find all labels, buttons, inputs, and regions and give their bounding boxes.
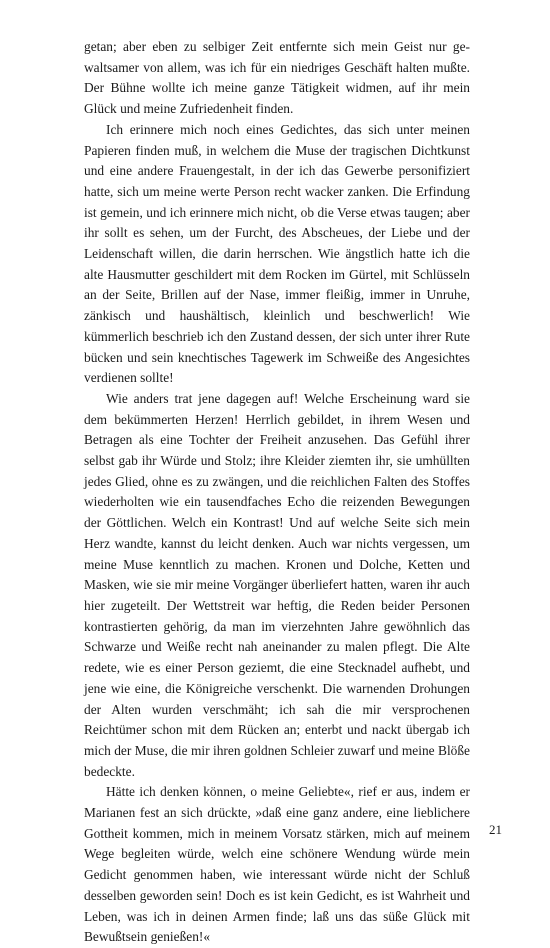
page [84, 37, 470, 948]
page-number: 21 [489, 822, 502, 837]
paragraph-3: Wie anders trat jene dagegen auf! Welche Erscheinung ward sie dem bekümmerten Herzen! Herrlich gebildet, in ihrem Wesen und Betragen als eine Tochter der Freiheit anzusehen. Das Gefühl ihrer selbst gab ihr Würde und Stolz; ihre Kleider ziemten ihr, sie umhüllten jedes Glied, ohne es zu zwängen, und die reichlichen Falten des Stoffes wiederholten wie ein tausendfaches Echo die reizenden Bewegungen der Göttlichen. Welch ein Kontrast! Und auf welche Seite sich mein Herz wandte, kannst du leicht denken. Auch war nichts vergessen, um meine Muse kenntlich zu machen. Kronen und Dolche, Ketten und Masken, wie sie mir meine Vorgänger überliefert hatten, waren ihr auch hier zugeteilt. Der Wettstreit war heftig, die Reden beider Personen kontrastierten gehörig, da man im vierzehnten Jahre gewöhnlich das Schwarze und Weiße recht nah aneinander zu malen pflegt. Die Alte redete, wie es einer Person geziemt, die eine Stecknadel aufhebt, und jene wie eine, die Königreiche verschenkt. Die warnenden Drohungen der Alten wurden verschmäht; ich sah die mir versprochenen Reichtümer schon mit dem Rücken an; enterbt und nackt übergab ich mich der Muse, die mir ihren goldnen Schleier zuwarf und meine Blöße bedeckte. [84, 390, 470, 779]
paragraph-4: Hätte ich denken können, o meine Geliebte«, rief er aus, indem er Marianen fest an sich drückte, »daß eine ganz andere, eine lieblichere Gottheit kommen, mich in meinem Vorsatz stärken, mich auf meinem Wege begleiten würde, welch eine schönere Wendung würde mein Gedicht genommen haben, wie interessant würde nicht der Schluß desselben geworden sein! Doch es ist kein Gedicht, es ist Wahrheit und Leben, was ich in deinen Armen finde; laß uns das süße Glück mit Bewußtsein genießen!« [84, 784, 470, 945]
paragraph-2: Ich erinnere mich noch eines Gedichtes, das sich unter meinen Papieren finden muß, in welchem die Muse der tragischen Dichtkunst und eine andere Frauengestalt, in der ich das Gewerbe personifiziert hatte, sich um meine werte Person recht wacker zanken. Die Erfindung ist gemein, und ich erinnere mich nicht, ob die Verse etwas taugen; aber ihr sollt es sehen, um der Furcht, des Abscheues, der Liebe und der Leidenschaft willen, die darin herrschen. Wie ängstlich hatte ich die alte Hausmutter geschildert mit dem Rocken im Gürtel, mit Schlüsseln an der Seite, Brillen auf der Nase, immer fleißig, immer in Unruhe, zänkisch und haushältisch, kleinlich und beschwerlich! Wie kümmerlich beschrieb ich den Zustand dessen, der sich unter ihrer Rute bücken und sein knechtisches Tagewerk im Schweiße des Angesichtes verdienen sollte! [84, 121, 470, 386]
paragraph-1: getan; aber eben zu selbiger Zeit entfernte sich mein Geist nur gewaltsamer von allem, was ich für ein niedriges Geschäft halten mußte. Der Bühne wollte ich meine ganze Tätigkeit widmen, auf ihr mein Glück und meine Zufriedenheit finden. [84, 39, 470, 117]
body-text [84, 37, 470, 948]
